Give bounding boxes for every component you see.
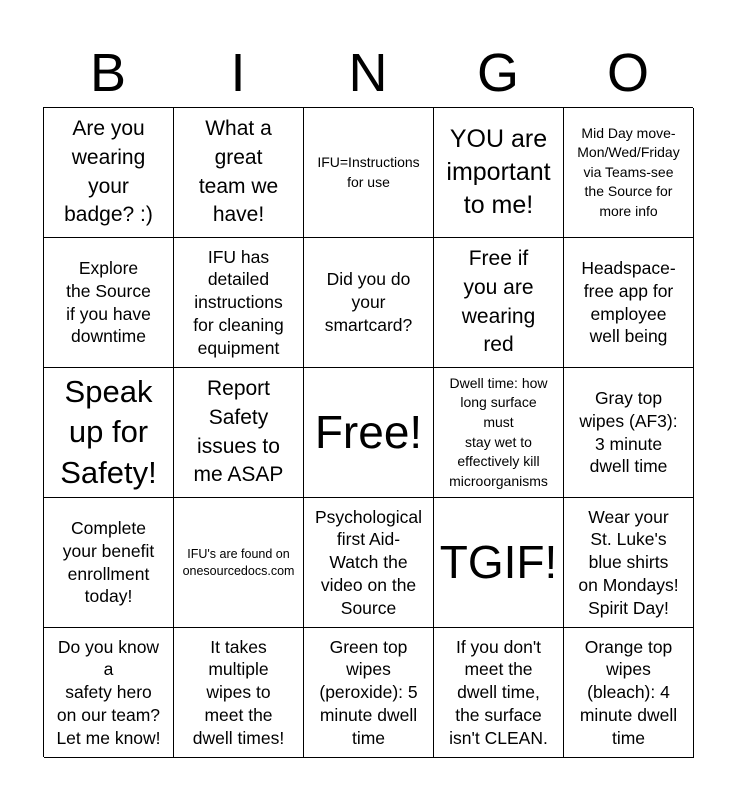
bingo-cell-text: Did you do your smartcard? xyxy=(324,269,413,335)
bingo-cell-text: Orange top wipes (bleach): 4 minute dwell time xyxy=(579,636,678,748)
bingo-cell-text: Are you wearing your badge? :) xyxy=(64,116,153,227)
header-letter-b: B xyxy=(89,43,127,103)
bingo-cell-r5-c3[interactable] xyxy=(304,628,434,758)
bingo-cell-text: It takes multiple wipes to meet the dwell times! xyxy=(192,636,285,748)
bingo-card-grid xyxy=(43,107,693,757)
bingo-cell-r5-c1[interactable] xyxy=(44,628,174,758)
bingo-cell-r3-c1[interactable] xyxy=(44,368,174,498)
bingo-cell-text: If you don't meet the dwell time, the surface isn't CLEAN. xyxy=(449,636,548,748)
bingo-cell-r3-c3[interactable] xyxy=(304,368,434,498)
bingo-cell-r2-c2[interactable] xyxy=(174,238,304,368)
bingo-cell-r1-c3[interactable] xyxy=(304,108,434,238)
bingo-cell-text: IFU has detailed instructions for cleaning equipment xyxy=(193,246,284,358)
bingo-cell-r1-c4[interactable] xyxy=(434,108,564,238)
bingo-cell-r4-c3[interactable] xyxy=(304,498,434,628)
bingo-cell-r3-c2[interactable] xyxy=(174,368,304,498)
bingo-cell-r4-c2[interactable] xyxy=(174,498,304,628)
bingo-cell-text: IFU's are found on onesourcedocs.com xyxy=(182,547,295,578)
bingo-cell-text: Report Safety issues to me ASAP xyxy=(193,376,284,487)
bingo-cell-text: Dwell time: how long surface must stay wet to effectively kill microorganisms xyxy=(449,374,548,489)
bingo-cell-r3-c5[interactable] xyxy=(564,368,694,498)
bingo-cell-r3-c4[interactable] xyxy=(434,368,564,498)
bingo-cell-r2-c4[interactable] xyxy=(434,238,564,368)
bingo-cell-r5-c4[interactable] xyxy=(434,628,564,758)
bingo-cell-text: Headspace- free app for employee well being xyxy=(581,258,676,347)
bingo-header xyxy=(43,40,693,106)
bingo-cell-r2-c3[interactable] xyxy=(304,238,434,368)
bingo-cell-text: TGIF! xyxy=(439,535,558,588)
bingo-cell-r4-c1[interactable] xyxy=(44,498,174,628)
bingo-cell-text: Speak up for Safety! xyxy=(60,374,157,490)
bingo-cell-text: Free if you are wearing red xyxy=(461,246,536,357)
bingo-cell-text: Green top wipes (peroxide): 5 minute dwell time xyxy=(319,636,418,748)
bingo-cell-text: IFU=Instructions for use xyxy=(317,153,420,190)
bingo-cell-text: Wear your St. Luke's blue shirts on Mondays! Spirit Day! xyxy=(578,506,679,618)
header-letter-o: O xyxy=(606,43,649,103)
bingo-cell-text: Psychological first Aid- Watch the video on the Source xyxy=(315,506,422,618)
header-letter-g: G xyxy=(476,43,519,103)
bingo-cell-text: Free! xyxy=(314,405,423,458)
bingo-cell-r4-c5[interactable] xyxy=(564,498,694,628)
header-letter-i: I xyxy=(230,43,246,103)
bingo-cell-r2-c1[interactable] xyxy=(44,238,174,368)
bingo-cell-r4-c4[interactable] xyxy=(434,498,564,628)
bingo-cell-r5-c2[interactable] xyxy=(174,628,304,758)
bingo-cell-r1-c2[interactable] xyxy=(174,108,304,238)
bingo-cell-r1-c5[interactable] xyxy=(564,108,694,238)
bingo-cell-text: Do you know a safety hero on our team? Let me know! xyxy=(56,636,161,748)
bingo-cell-text: Gray top wipes (AF3): 3 minute dwell time xyxy=(579,388,678,477)
bingo-cell-text: What a great team we have! xyxy=(198,116,279,227)
bingo-cell-text: YOU are important to me! xyxy=(446,125,551,219)
bingo-cell-text: Mid Day move- Mon/Wed/Friday via Teams-see the Source for more info xyxy=(577,124,680,219)
bingo-cell-text: Explore the Source if you have downtime xyxy=(66,258,151,347)
header-letter-n: N xyxy=(348,43,388,103)
bingo-cell-text: Complete your benefit enrollment today! xyxy=(62,518,155,607)
bingo-cell-r1-c1[interactable] xyxy=(44,108,174,238)
bingo-cell-r5-c5[interactable] xyxy=(564,628,694,758)
bingo-cell-r2-c5[interactable] xyxy=(564,238,694,368)
